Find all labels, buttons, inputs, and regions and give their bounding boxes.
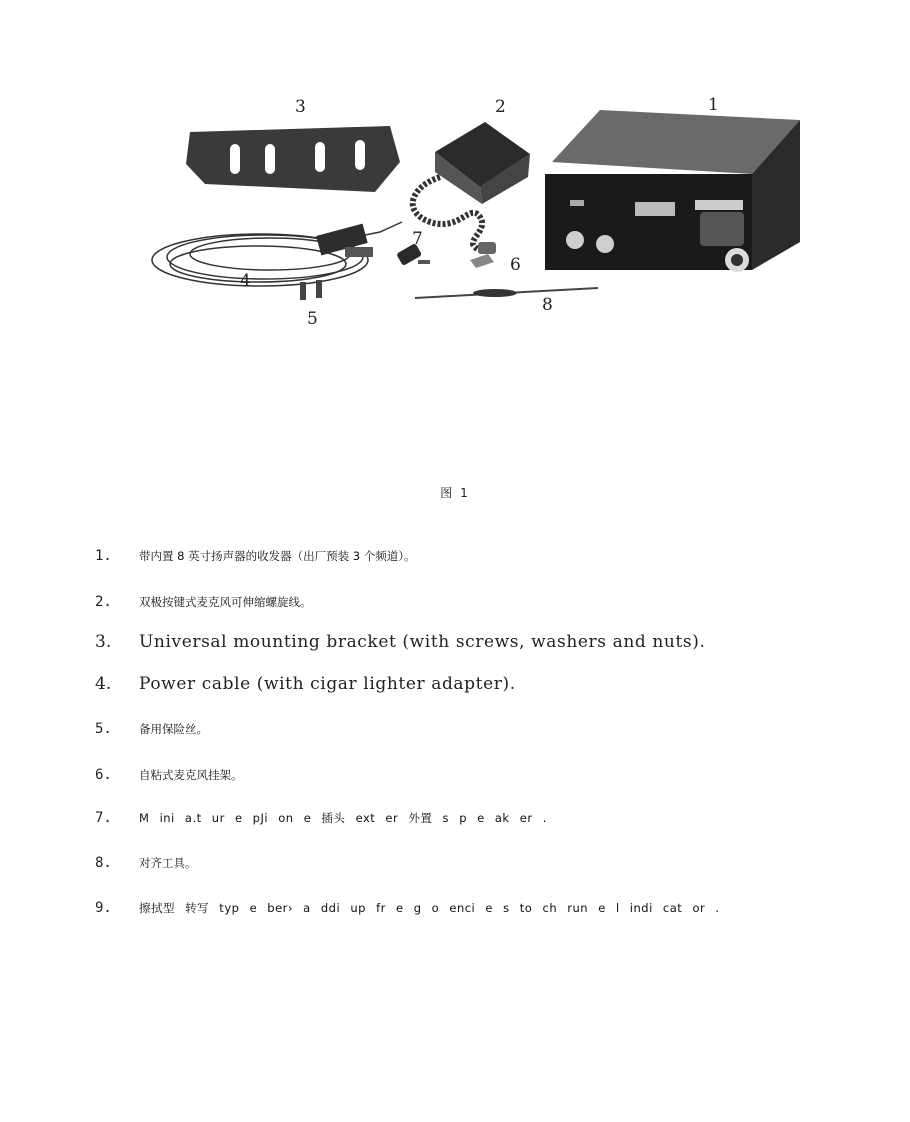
figure-label-4: 4	[240, 271, 251, 291]
item-number: 6.	[95, 767, 112, 783]
item-number: 5.	[95, 721, 112, 737]
item-number: 8.	[95, 855, 112, 871]
figure-label-6: 6	[510, 255, 521, 275]
figure-caption: 图 1	[440, 486, 470, 500]
figure-label-8: 8	[542, 295, 553, 315]
transceiver-drawing	[545, 110, 800, 272]
item-text: 双极按键式麦克风可伸缩螺旋线。	[139, 595, 312, 609]
equipment-figure	[140, 92, 810, 332]
item-text: Universal mounting bracket (with screws, washers and nuts).	[139, 632, 706, 652]
list-item-7	[95, 810, 850, 826]
item-text: 自粘式麦克风挂架。	[139, 768, 243, 782]
item-text: 对齐工具。	[139, 856, 197, 870]
figure-label-2: 2	[495, 97, 506, 117]
item-number: 4.	[95, 674, 112, 694]
item-text: 备用保险丝。	[139, 722, 208, 736]
item-number: 3.	[95, 632, 112, 652]
list-item-3	[95, 632, 850, 652]
item-number: 7.	[95, 810, 112, 826]
item-number: 1.	[95, 548, 112, 564]
alignment-tool-drawing	[415, 288, 598, 298]
power-cable-drawing	[152, 222, 402, 286]
microphone-drawing	[413, 122, 530, 254]
figure-label-5: 5	[307, 309, 318, 329]
item-text: Power cable (with cigar lighter adapter).	[139, 674, 516, 694]
item-text: M ini a.t ur e pJi on e 插头 ext er 外置 s p e ak er .	[139, 811, 547, 825]
list-item-9	[95, 900, 850, 916]
figure-label-7: 7	[412, 229, 423, 249]
list-item-2	[95, 594, 850, 610]
figure-label-1: 1	[708, 95, 719, 115]
mic-hanger-drawing	[470, 254, 494, 268]
item-number: 9.	[95, 900, 112, 916]
item-text: 带内置 8 英寸扬声器的收发器（出厂预装 3 个频道）。	[139, 549, 416, 563]
item-number: 2.	[95, 594, 112, 610]
figure-label-3: 3	[295, 97, 306, 117]
list-item-5	[95, 721, 850, 737]
list-item-8	[95, 855, 850, 871]
list-item-4	[95, 674, 850, 694]
item-text: 擦拭型 转写 typ e ber› a ddi up fr e g o enci e s to ch run e l indi cat or .	[139, 901, 720, 915]
list-item-6	[95, 767, 850, 783]
bracket-drawing	[186, 126, 400, 192]
list-item-1	[95, 548, 850, 564]
